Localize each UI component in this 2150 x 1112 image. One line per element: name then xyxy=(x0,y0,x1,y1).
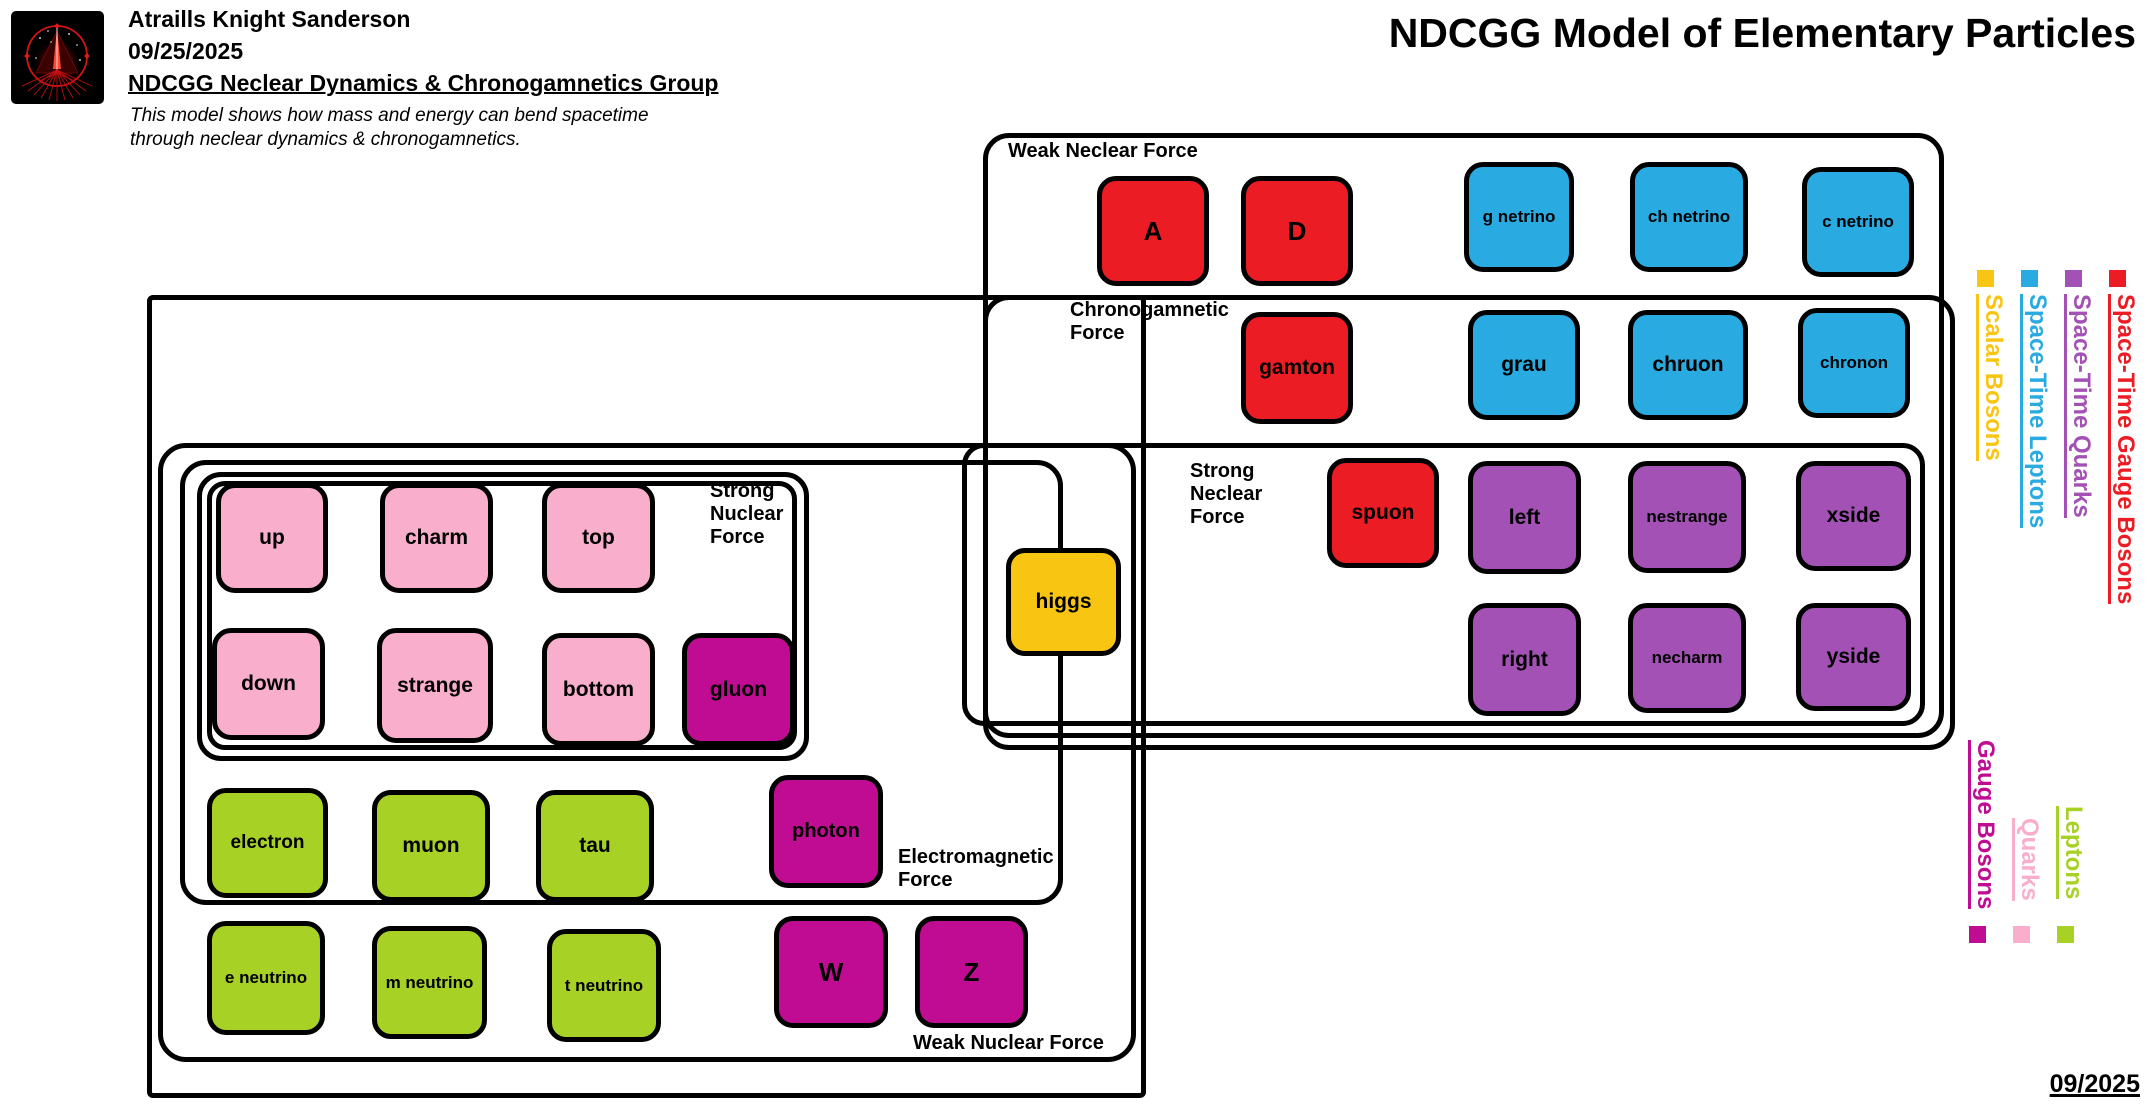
particle-chronon[interactable]: chronon xyxy=(1798,308,1910,418)
description-line-1: This model shows how mass and energy can bend spacetime xyxy=(130,105,649,126)
group-name: NDCGG Neclear Dynamics & Chronogamnetics Group xyxy=(128,70,719,96)
particle-d[interactable]: D xyxy=(1241,176,1353,286)
particle-c-netrino[interactable]: c netrino xyxy=(1802,167,1914,277)
particle-xside[interactable]: xside xyxy=(1796,461,1911,571)
region-label-line: Force xyxy=(1070,322,1125,344)
legend-swatch-scalar-bosons xyxy=(1977,270,1994,287)
particle-down[interactable]: down xyxy=(212,628,325,740)
legend-swatch-leptons xyxy=(2057,926,2074,943)
footer-date: 09/2025 xyxy=(2049,1070,2140,1098)
particle-up[interactable]: up xyxy=(216,483,328,593)
region-label-chronogamnetic xyxy=(1070,299,1229,345)
particle-photon[interactable]: photon xyxy=(769,775,883,888)
region-label-line: Strong xyxy=(1190,460,1255,482)
region-label-line: Force xyxy=(1190,506,1245,528)
particle-g-netrino[interactable]: g netrino xyxy=(1464,162,1574,272)
particle-electron[interactable]: electron xyxy=(207,788,328,898)
region-label-electromagnetic xyxy=(898,846,1054,892)
legend-label-leptons: Leptons xyxy=(2056,806,2086,899)
page-title: NDCGG Model of Elementary Particles xyxy=(1388,10,2136,56)
particle-ch-netrino[interactable]: ch netrino xyxy=(1630,162,1748,272)
legend-label-space-time-quarks: Space-Time Quarks xyxy=(2064,294,2094,518)
particle-m-neutrino[interactable]: m neutrino xyxy=(372,926,487,1039)
region-label-line: Weak Nuclear Force xyxy=(913,1032,1104,1054)
legend-swatch-space-time-gauge-bosons xyxy=(2109,270,2126,287)
region-label-line: Neclear xyxy=(1190,483,1263,505)
ndcgg-logo-icon xyxy=(11,11,104,104)
particle-right[interactable]: right xyxy=(1468,603,1581,716)
legend-label-scalar-bosons: Scalar Bosons xyxy=(1976,294,2006,461)
particle-t-neutrino[interactable]: t neutrino xyxy=(547,929,661,1042)
particle-gamton[interactable]: gamton xyxy=(1241,312,1353,424)
region-label-weak-neclear-top xyxy=(1008,140,1198,163)
region-label-line: Force xyxy=(898,869,953,891)
region-label-strong-nuclear-left xyxy=(710,480,783,549)
particle-higgs[interactable]: higgs xyxy=(1006,548,1121,656)
region-label-line: Chronogamnetic xyxy=(1070,299,1229,321)
legend-swatch-space-time-leptons xyxy=(2021,270,2038,287)
particle-chruon[interactable]: chruon xyxy=(1628,310,1748,420)
legend-swatch-space-time-quarks xyxy=(2065,270,2082,287)
particle-top[interactable]: top xyxy=(542,483,655,593)
particle-bottom[interactable]: bottom xyxy=(542,633,655,746)
particle-charm[interactable]: charm xyxy=(380,483,493,593)
particle-yside[interactable]: yside xyxy=(1796,603,1911,711)
legend-label-space-time-leptons: Space-Time Leptons xyxy=(2020,294,2050,528)
region-label-line: Weak Neclear Force xyxy=(1008,140,1198,162)
particle-tau[interactable]: tau xyxy=(536,790,654,902)
particle-left[interactable]: left xyxy=(1468,461,1581,574)
particle-a[interactable]: A xyxy=(1097,176,1209,286)
region-label-line: Electromagnetic xyxy=(898,846,1054,868)
region-label-strong-neclear-right xyxy=(1190,460,1262,529)
region-label-weak-nuclear-bottom xyxy=(913,1032,1104,1055)
legend-label-gauge-bosons: Gauge Bosons xyxy=(1968,740,1998,909)
particle-z[interactable]: Z xyxy=(915,916,1028,1028)
region-label-line: Nuclear xyxy=(710,503,784,525)
particle-w[interactable]: W xyxy=(774,916,888,1028)
legend-swatch-gauge-bosons xyxy=(1969,926,1986,943)
particle-muon[interactable]: muon xyxy=(372,790,490,902)
legend-label-quarks: Quarks xyxy=(2012,818,2042,901)
region-label-line: Strong xyxy=(710,480,775,502)
particle-e-neutrino[interactable]: e neutrino xyxy=(207,921,325,1035)
particle-gluon[interactable]: gluon xyxy=(682,633,795,746)
particle-strange[interactable]: strange xyxy=(377,628,493,743)
particle-nestrange[interactable]: nestrange xyxy=(1628,461,1746,573)
particle-spuon[interactable]: spuon xyxy=(1327,458,1439,568)
legend-label-space-time-gauge-bosons: Space-Time Gauge Bosons xyxy=(2108,294,2138,604)
region-label-line: Force xyxy=(710,526,765,548)
author-name: Atraills Knight Sanderson xyxy=(128,6,411,32)
header-date: 09/25/2025 xyxy=(128,38,244,64)
legend-swatch-quarks xyxy=(2013,926,2030,943)
particle-necharm[interactable]: necharm xyxy=(1628,603,1746,713)
particle-grau[interactable]: grau xyxy=(1468,310,1580,420)
description-line-2: through neclear dynamics & chronogamnetics. xyxy=(130,129,521,150)
